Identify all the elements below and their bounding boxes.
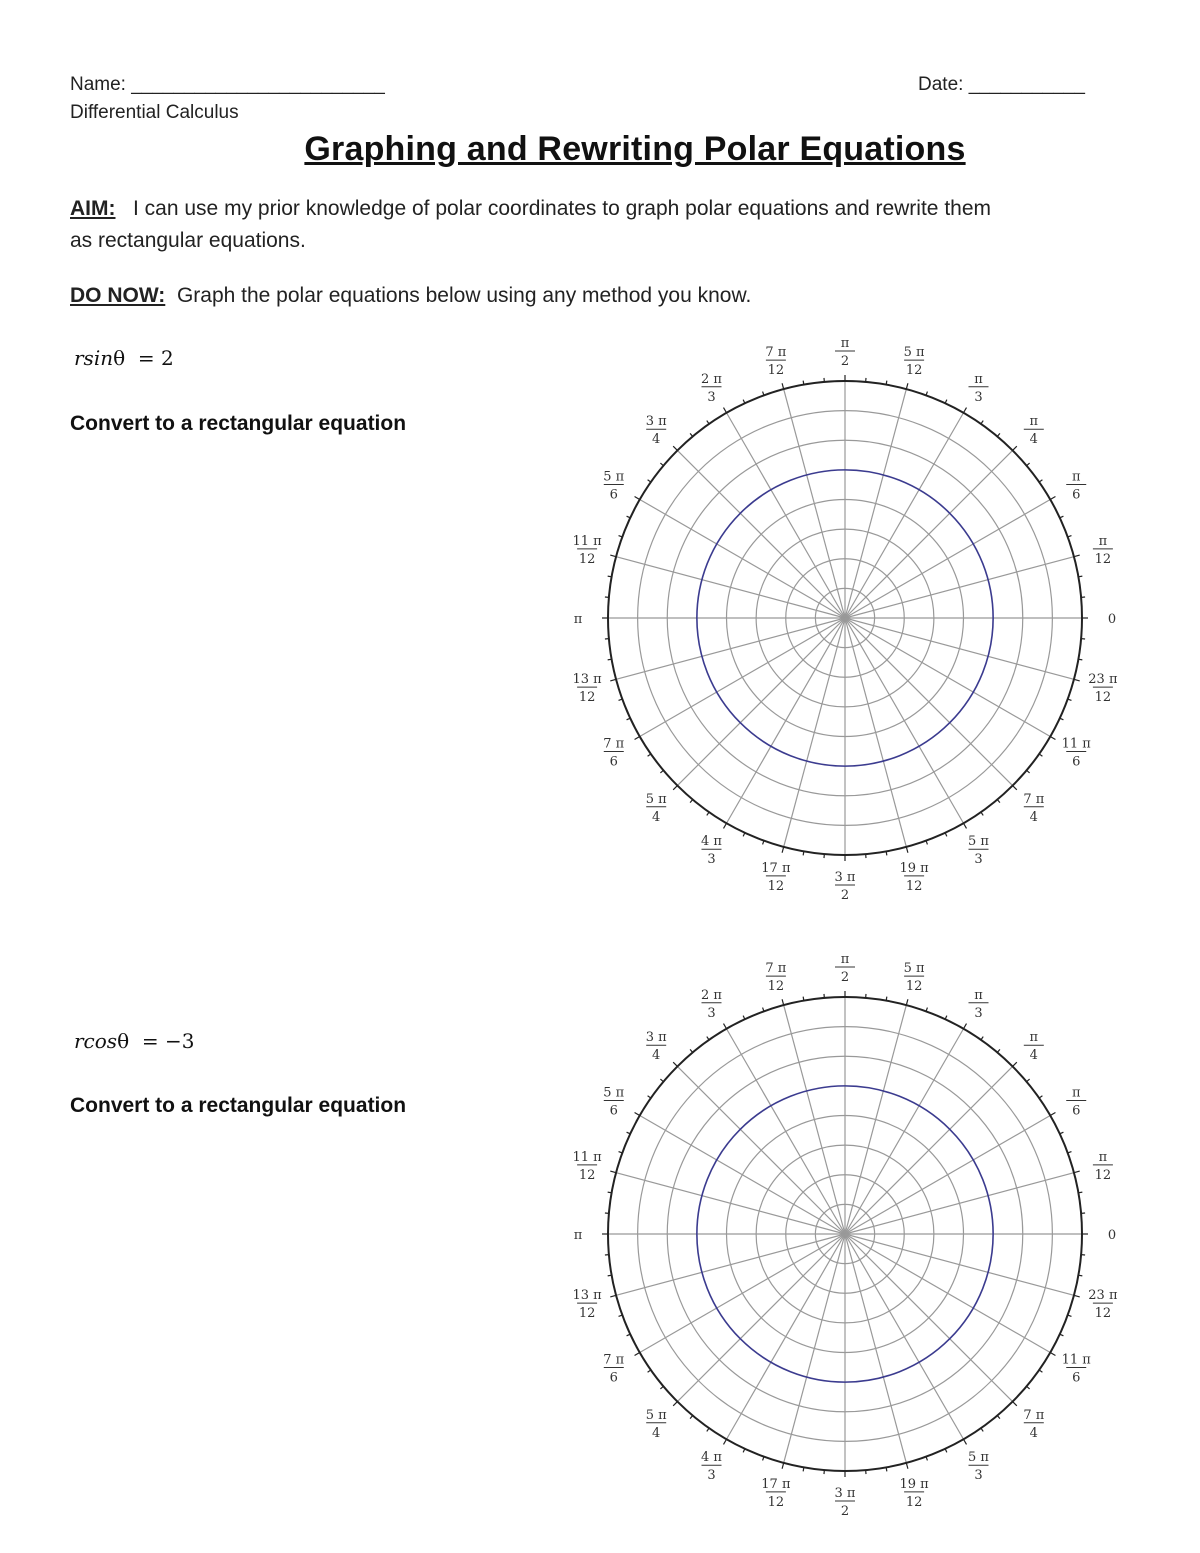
angle-label-den: 3 (707, 1005, 716, 1021)
angle-label-num: 0 (1107, 1228, 1117, 1243)
angle-label-den: 4 (1029, 432, 1038, 448)
angle-label (1066, 1086, 1086, 1119)
angle-label (904, 961, 925, 994)
aim-text: I can use my prior knowledge of polar coordinates to graph polar equations and rewrite them (133, 197, 992, 220)
angle-label (603, 1086, 624, 1119)
angle-label (572, 1150, 602, 1183)
angle-label-num: 3 π (834, 870, 856, 885)
angle-label-num: 5 π (603, 469, 625, 485)
tick-mark (906, 999, 908, 1005)
tick-mark (608, 1192, 612, 1193)
tick-mark (782, 847, 784, 853)
tick-mark (743, 1449, 745, 1453)
tick-mark (1013, 446, 1017, 450)
tick-mark (724, 1439, 727, 1444)
tick-mark (707, 421, 709, 424)
angle-label-den: 4 (1029, 809, 1038, 825)
angle-label-den: 4 (1029, 1425, 1038, 1441)
tick-mark (945, 1016, 947, 1020)
angle-label-den: 6 (609, 487, 618, 503)
angle-label-den: 12 (767, 878, 785, 894)
angle-label (1088, 1288, 1118, 1321)
tick-mark (1013, 786, 1017, 790)
tick-mark (673, 786, 677, 790)
tick-mark (1027, 1079, 1030, 1082)
tick-mark (906, 383, 908, 389)
tick-mark (981, 812, 983, 815)
tick-mark (660, 1079, 663, 1082)
tick-mark (1013, 1402, 1017, 1406)
angle-label-num: 11 π (572, 533, 602, 549)
angle-label-den: 6 (1072, 1103, 1081, 1119)
angle-label (765, 345, 786, 378)
equation-2-var: rcos (74, 1029, 118, 1053)
tick-mark (610, 555, 616, 557)
angle-label (1108, 1228, 1116, 1243)
aim-label: AIM: (70, 197, 116, 220)
angle-label-den: 3 (707, 1468, 716, 1484)
angle-label-den: 12 (1094, 551, 1112, 567)
tick-mark (627, 516, 631, 518)
tick-mark (1039, 1096, 1042, 1098)
tick-mark (673, 1062, 677, 1066)
angle-label-num: 13 π (572, 672, 602, 688)
angle-label-num: 5 π (603, 1085, 625, 1101)
course-name: Differential Calculus (70, 102, 239, 123)
tick-mark (707, 1037, 709, 1040)
angle-label-num: 11 π (1061, 736, 1091, 752)
tick-mark (1060, 1334, 1064, 1336)
angle-label-num: π (1071, 1085, 1081, 1101)
angle-label-den: 3 (974, 852, 983, 868)
angle-label (765, 961, 786, 994)
angle-label-num: π (840, 336, 850, 351)
angle-label-den: 4 (652, 432, 661, 448)
tick-mark (1060, 516, 1064, 518)
angle-label (1024, 1030, 1044, 1063)
tick-mark (964, 1024, 967, 1029)
tick-mark (1060, 1132, 1064, 1134)
tick-mark (803, 1467, 804, 1471)
angle-label-num: π (1071, 469, 1081, 485)
tick-mark (1060, 718, 1064, 720)
angle-label-den: 3 (974, 1468, 983, 1484)
angle-label (899, 861, 929, 894)
angle-label-den: 12 (578, 1306, 596, 1322)
angle-label (1093, 1150, 1113, 1183)
angle-label-num: 5 π (645, 791, 667, 807)
tick-mark (690, 433, 693, 436)
tick-mark (945, 400, 947, 404)
angle-label-num: π (573, 612, 583, 627)
tick-mark (886, 381, 887, 385)
tick-mark (1027, 1386, 1030, 1389)
angle-label (1062, 1353, 1092, 1386)
tick-mark (1050, 737, 1055, 740)
tick-mark (707, 1428, 709, 1431)
angle-label (835, 1486, 856, 1519)
date-field-label: Date: ___________ (918, 74, 1085, 95)
convert-prompt-2: Convert to a rectangular equation (70, 1094, 407, 1117)
tick-mark (635, 1353, 640, 1356)
angle-label (1088, 672, 1118, 705)
tick-mark (690, 800, 693, 803)
tick-mark (608, 576, 612, 577)
angle-label-num: 13 π (572, 1288, 602, 1304)
angle-label (969, 372, 989, 405)
tick-mark (964, 823, 967, 828)
angle-label (1093, 534, 1113, 567)
angle-label-den: 2 (840, 888, 850, 903)
tick-mark (1050, 1353, 1055, 1356)
do-now-text: Graph the polar equations below using any method you know. (176, 284, 752, 307)
angle-label-den: 12 (905, 878, 923, 894)
tick-mark (648, 754, 651, 756)
angle-label-den: 12 (767, 979, 785, 995)
angle-label (701, 834, 722, 867)
angle-label-den: 2 (840, 354, 850, 369)
tick-mark (1074, 679, 1080, 681)
page-title: Graphing and Rewriting Polar Equations (304, 130, 966, 168)
tick-mark (627, 1334, 631, 1336)
tick-mark (1050, 1113, 1055, 1116)
tick-mark (981, 1037, 983, 1040)
tick-mark (743, 833, 745, 837)
tick-mark (660, 770, 663, 773)
angle-label (603, 1353, 624, 1386)
tick-mark (981, 421, 983, 424)
tick-mark (886, 851, 887, 855)
angle-label-num: 2 π (701, 987, 722, 1003)
tick-mark (610, 1171, 616, 1173)
tick-mark (782, 383, 784, 389)
equation-1-theta: θ (113, 346, 126, 370)
angle-label-num: 0 (1107, 612, 1117, 627)
angle-label-num: 7 π (603, 1352, 625, 1368)
equation-1-var: rsin (74, 346, 114, 370)
tick-mark (610, 1295, 616, 1297)
tick-mark (997, 1416, 1000, 1419)
angle-label-num: 3 π (834, 1486, 856, 1501)
tick-mark (635, 737, 640, 740)
angle-label-num: 4 π (701, 1450, 722, 1466)
angle-label (835, 952, 855, 985)
angle-label-den: 12 (578, 551, 596, 567)
angle-label (968, 1450, 989, 1483)
angle-label-den: 3 (707, 852, 716, 868)
angle-label-num: 5 π (968, 1450, 989, 1466)
tick-mark (1078, 1275, 1082, 1276)
angle-label-den: 3 (974, 1005, 983, 1021)
tick-mark (906, 847, 908, 853)
equation-2-rhs: = −3 (141, 1029, 195, 1053)
angle-label-num: 7 π (1023, 1407, 1045, 1423)
angle-label-num: 5 π (968, 834, 989, 850)
angle-label-den: 12 (905, 363, 923, 379)
tick-mark (964, 1439, 967, 1444)
tick-mark (1078, 1192, 1082, 1193)
angle-label-num: 5 π (903, 345, 925, 361)
angle-label-num: π (840, 952, 850, 967)
polar-grid-2 (572, 952, 1117, 1519)
angle-label-den: 6 (1072, 1370, 1081, 1386)
angle-label-den: 12 (905, 979, 923, 995)
angle-label-den: 12 (1094, 1167, 1112, 1183)
angle-label (835, 870, 856, 903)
angle-label (761, 1477, 791, 1510)
angle-label-num: 11 π (1061, 1352, 1091, 1368)
tick-mark (782, 1463, 784, 1469)
angle-label-den: 6 (609, 1103, 618, 1119)
angle-label (1023, 1408, 1044, 1441)
angle-label-den: 6 (609, 754, 618, 770)
angle-label-num: 7 π (765, 961, 787, 977)
tick-mark (724, 823, 727, 828)
tick-mark (886, 997, 887, 1001)
angle-label (904, 345, 925, 378)
angle-label-num: 23 π (1088, 672, 1118, 688)
tick-mark (627, 1132, 631, 1134)
angle-label-num: 7 π (603, 736, 625, 752)
convert-prompt-1: Convert to a rectangular equation (70, 412, 407, 435)
do-now-label: DO NOW: (70, 284, 166, 307)
angle-label-num: 17 π (761, 1476, 791, 1492)
angle-label-den: 12 (767, 1494, 785, 1510)
tick-mark (1027, 463, 1030, 466)
angle-label-num: 5 π (645, 1407, 667, 1423)
angle-label-num: 11 π (572, 1149, 602, 1165)
tick-mark (660, 1386, 663, 1389)
tick-mark (707, 812, 709, 815)
tick-mark (803, 851, 804, 855)
angle-label (701, 1450, 722, 1483)
name-field-label: Name: ________________________ (70, 74, 385, 95)
angle-label (969, 988, 989, 1021)
angle-label-num: 17 π (761, 860, 791, 876)
angle-label-den: 3 (974, 389, 983, 405)
angle-label-den: 4 (1029, 1048, 1038, 1064)
tick-mark (886, 1467, 887, 1471)
angle-label (899, 1477, 929, 1510)
tick-mark (635, 1113, 640, 1116)
tick-mark (673, 446, 677, 450)
angle-label-den: 6 (1072, 487, 1081, 503)
tick-mark (1074, 1295, 1080, 1297)
angle-label (646, 1408, 667, 1441)
tick-mark (803, 381, 804, 385)
tick-mark (743, 1016, 745, 1020)
angle-label-num: π (1098, 533, 1108, 549)
angle-label-num: 19 π (899, 1476, 929, 1492)
angle-label-den: 12 (1094, 1306, 1112, 1322)
angle-label-num: 7 π (765, 345, 787, 361)
angle-label-den: 6 (1072, 754, 1081, 770)
angle-label-den: 6 (609, 1370, 618, 1386)
tick-mark (648, 1370, 651, 1372)
angle-label-den: 12 (578, 690, 596, 706)
angle-label (1062, 737, 1092, 770)
tick-mark (1039, 1370, 1042, 1372)
angle-label (761, 861, 791, 894)
angle-label-den: 2 (840, 1504, 850, 1519)
tick-mark (724, 1024, 727, 1029)
angle-label (968, 834, 989, 867)
angle-label-den: 12 (1094, 690, 1112, 706)
tick-mark (635, 497, 640, 500)
tick-mark (964, 408, 967, 413)
angle-label-den: 12 (578, 1167, 596, 1183)
angle-label-num: 7 π (1023, 791, 1045, 807)
angle-label-num: 3 π (645, 414, 667, 430)
tick-mark (608, 659, 612, 660)
angle-label-num: π (974, 987, 983, 1003)
angle-label-num: π (1098, 1149, 1108, 1165)
tick-mark (608, 1275, 612, 1276)
tick-mark (803, 997, 804, 1001)
tick-mark (743, 400, 745, 404)
angle-label-num: 4 π (701, 834, 722, 850)
angle-label-den: 2 (840, 970, 850, 985)
tick-mark (1039, 480, 1042, 482)
angle-label-den: 4 (652, 1048, 661, 1064)
tick-mark (981, 1428, 983, 1431)
angle-label (646, 1030, 667, 1063)
tick-mark (673, 1402, 677, 1406)
angle-label-num: 3 π (645, 1030, 667, 1046)
tick-mark (648, 1096, 651, 1098)
angle-label (574, 612, 583, 627)
angle-label (835, 336, 855, 369)
angle-label-den: 12 (767, 363, 785, 379)
tick-mark (1078, 659, 1082, 660)
polar-grid-1 (572, 336, 1117, 903)
tick-mark (690, 1416, 693, 1419)
tick-mark (997, 1049, 1000, 1052)
angle-label-num: 23 π (1088, 1288, 1118, 1304)
angle-label (572, 534, 602, 567)
tick-mark (782, 999, 784, 1005)
tick-mark (906, 1463, 908, 1469)
angle-label-den: 12 (905, 1494, 923, 1510)
tick-mark (1039, 754, 1042, 756)
angle-label (701, 372, 722, 405)
tick-mark (945, 1449, 947, 1453)
angle-label (574, 1228, 583, 1243)
angle-label-num: π (1029, 1030, 1039, 1046)
angle-label-den: 4 (652, 1425, 661, 1441)
tick-mark (1027, 770, 1030, 773)
angle-label (1108, 612, 1116, 627)
angle-label-den: 3 (707, 389, 716, 405)
angle-label (1066, 470, 1086, 503)
tick-mark (1074, 1171, 1080, 1173)
tick-mark (997, 433, 1000, 436)
angle-label (646, 792, 667, 825)
tick-mark (690, 1049, 693, 1052)
tick-mark (660, 463, 663, 466)
tick-mark (724, 408, 727, 413)
equation-2-theta: θ (117, 1029, 130, 1053)
angle-label (572, 672, 602, 705)
tick-mark (1050, 497, 1055, 500)
tick-mark (997, 800, 1000, 803)
angle-label-num: 19 π (899, 860, 929, 876)
angle-label-den: 4 (652, 809, 661, 825)
tick-mark (945, 833, 947, 837)
angle-label (646, 414, 667, 447)
angle-label-num: π (1029, 414, 1039, 430)
tick-mark (1074, 555, 1080, 557)
equation-1-rhs: = 2 (137, 346, 174, 370)
tick-mark (1078, 576, 1082, 577)
angle-label (603, 470, 624, 503)
tick-mark (648, 480, 651, 482)
angle-label (603, 737, 624, 770)
angle-label (1024, 414, 1044, 447)
angle-label-num: π (573, 1228, 583, 1243)
tick-mark (627, 718, 631, 720)
angle-label (701, 988, 722, 1021)
aim-text-line2: as rectangular equations. (70, 229, 306, 252)
tick-mark (1013, 1062, 1017, 1066)
angle-label (1023, 792, 1044, 825)
tick-mark (610, 679, 616, 681)
angle-label (572, 1288, 602, 1321)
angle-label-num: π (974, 371, 983, 387)
angle-label-num: 5 π (903, 961, 925, 977)
angle-label-num: 2 π (701, 371, 722, 387)
